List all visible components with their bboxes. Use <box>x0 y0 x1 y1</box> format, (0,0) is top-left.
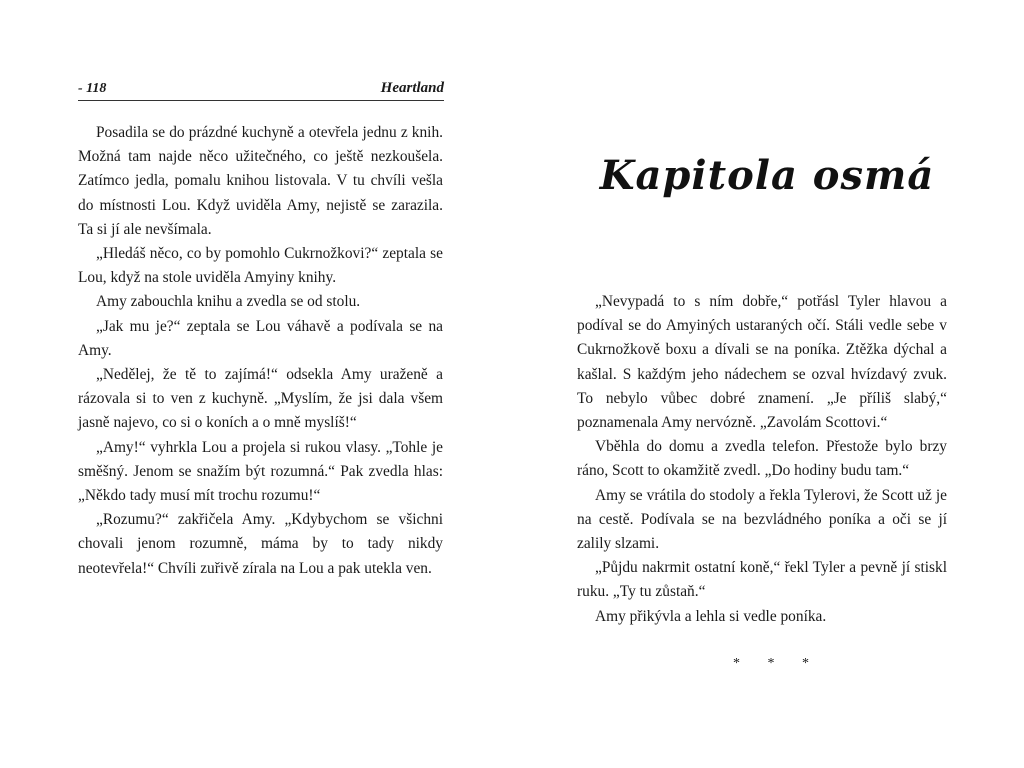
paragraph: „Amy!“ vyhrkla Lou a projela si rukou vlasy. „Tohle je směšný. Jenom se snažím být rozumná.“ Pak zvedla hlas: „Někdo tady musí mít trochu rozumu!“ <box>78 438 443 505</box>
right-page <box>512 0 1024 768</box>
paragraph: Amy se vrátila do stodoly a řekla Tylerovi, že Scott už je na cestě. Podívala se na bezvládného poníka a oči se jí zalily slzami. <box>577 486 947 553</box>
paragraph: „Nedělej, že tě to zajímá!“ odsekla Amy uraženě a rázovala si to ven z kuchyně. „Myslím, že jsi dala všem jasně najevo, co si o koních a o mně myslíš!“ <box>78 366 443 432</box>
paragraph: „Nevypadá to s ním dobře,“ potřásl Tyler hlavou a podíval se do Amyiných ustaraných očí. Stáli vedle sebe v Cukrnožkově boxu a dívali se na poníka. Ztěžka dýchal a kašlal. S každým jeho nádechem se ozval hvízdavý zvuk. To nebylo vůbec dobré znamení. „Je příliš slabý,“ poznamenala Amy nervózně. „Zavolám Scottovi.“ <box>577 293 947 432</box>
paragraph: „Půjdu nakrmit ostatní koně,“ řekl Tyler a pevně jí stiskl ruku. „Ty tu zůstaň.“ <box>577 559 947 601</box>
page-number: - 118 <box>78 81 107 96</box>
paragraph: „Jak mu je?“ zeptala se Lou váhavě a podívala se na Amy. <box>78 317 443 359</box>
paragraph: Posadila se do prázdné kuchyně a otevřela jednu z knih. Možná tam najde něco užitečného, co ještě nezkoušela. Zatímco jedla, pomalu knihou listovala. V tu chvíli vešla do místnosti Lou. Když uviděla Amy, nejistě se zarazila. Ta si jí ale nevšímala. <box>78 124 443 238</box>
book-title: Heartland <box>380 80 444 96</box>
paragraph: Vběhla do domu a zvedla telefon. Přestože bylo brzy ráno, Scott to okamžitě zvedl. „Do hodiny budu tam.“ <box>577 438 947 480</box>
paragraph: Amy přikývla a lehla si vedle poníka. <box>595 607 827 625</box>
paragraph: „Hledáš něco, co by pomohlo Cukrnožkovi?“ zeptala se Lou, když na stole uviděla Amyiny knihy. <box>78 245 443 287</box>
paragraph: Amy zabouchla knihu a zvedla se od stolu. <box>96 293 361 311</box>
left-body-text <box>78 121 443 581</box>
chapter-title: Kapitola osmá <box>599 152 935 199</box>
page-number-value: 118 <box>86 81 107 96</box>
scene-break: * * * <box>733 656 821 671</box>
paragraph: „Rozumu?“ zakřičela Amy. „Kdybychom se všichni chovali jenom rozumně, máma by to tady nikdy neotevřela!“ Chvíli zuřivě zírala na Lou a pak utekla ven. <box>78 511 443 577</box>
right-body-text <box>577 290 947 629</box>
running-header <box>78 78 444 101</box>
